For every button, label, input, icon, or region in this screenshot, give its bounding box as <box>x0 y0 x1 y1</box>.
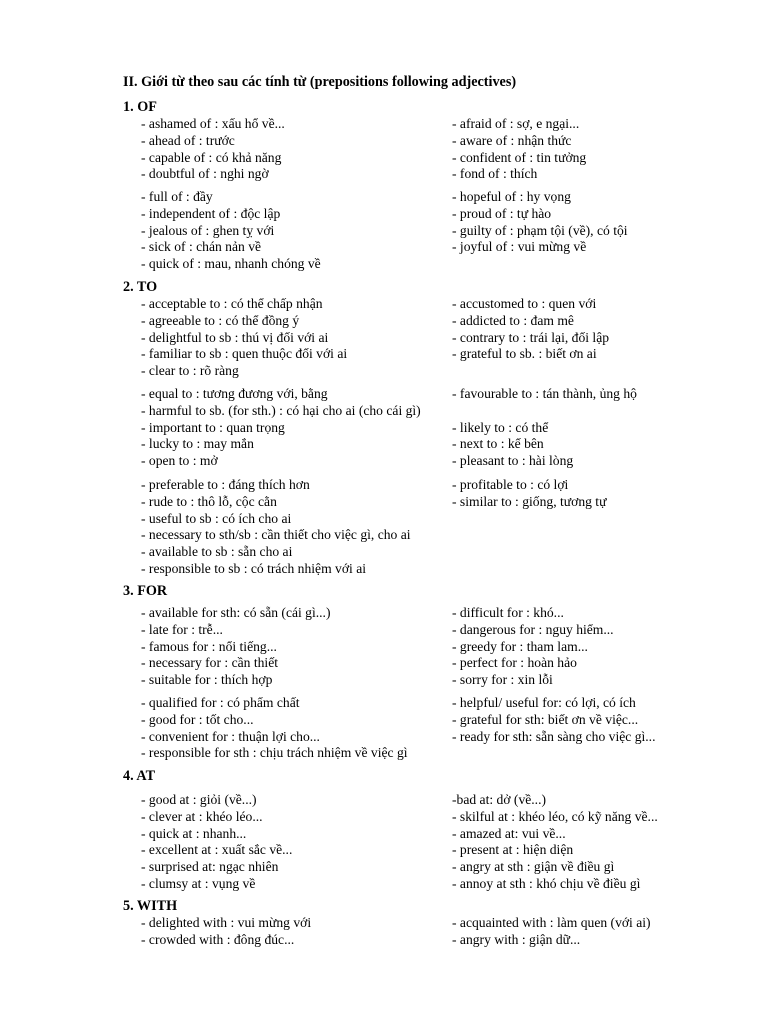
entry-left: - jealous of : ghen tỵ với <box>141 222 275 238</box>
entry-left: - available to sb : sẵn cho ai <box>141 544 293 560</box>
entry-left: - agreeable to : có thể đồng ý <box>141 312 300 328</box>
entry-right: - difficult for : khó... <box>452 605 564 620</box>
entry-right: - joyful of : vui mừng về <box>452 239 587 255</box>
entry-right: - proud of : tự hào <box>452 205 552 221</box>
entry-left: - doubtful of : nghi ngờ <box>141 166 269 182</box>
entry-right: - annoy at sth : khó chịu về điều gì <box>452 876 641 891</box>
entry-left: - acceptable to : có thể chấp nhận <box>141 296 323 311</box>
entry-left: - lucky to : may mắn <box>141 436 254 452</box>
entry-right: - accustomed to : quen với <box>452 296 597 311</box>
entry-right: - grateful to sb. : biết ơn ai <box>452 346 597 362</box>
entry-right: - aware of : nhận thức <box>452 132 572 148</box>
entry-right: - likely to : có thể <box>452 419 549 435</box>
entry-left: - harmful to sb. (for sth.) : có hại cho ai (cho cái gì) <box>141 402 421 418</box>
entry-right: -bad at: dở (về...) <box>452 792 547 807</box>
entry-left: - preferable to : đáng thích hơn <box>141 477 310 492</box>
entry-left: - clear to : rõ ràng <box>141 363 239 379</box>
entry-right: - perfect for : hoàn hảo <box>452 655 577 671</box>
entry-left: - responsible to sb : có trách nhiệm với ai <box>141 561 367 576</box>
entry-left: - important to : quan trọng <box>141 419 285 435</box>
entry-left: - rude to : thô lỗ, cộc cằn <box>141 493 277 509</box>
section-heading: 2. TO <box>123 279 158 295</box>
entry-right: - next to : kế bên <box>452 436 544 452</box>
entry-right: - afraid of : sợ, e ngại... <box>452 116 580 131</box>
entry-right: - helpful/ useful for: có lợi, có ích <box>452 695 636 710</box>
entry-left: - delightful to sb : thú vị đối với ai <box>141 329 329 345</box>
section-heading: 1. OF <box>123 99 157 115</box>
entry-right: - grateful for sth: biết ơn về việc... <box>452 711 639 727</box>
entry-right: - amazed at: vui về... <box>452 825 566 841</box>
entry-left: - famous for : nổi tiếng... <box>141 638 277 654</box>
entry-right: - fond of : thích <box>452 166 538 182</box>
document-title: II. Giới từ theo sau các tính từ (prepositions following adjectives) <box>123 74 517 90</box>
entry-left: - equal to : tương đương với, bằng <box>141 386 328 401</box>
entry-right: - dangerous for : nguy hiểm... <box>452 621 614 637</box>
entry-right: - addicted to : đam mê <box>452 312 574 328</box>
entry-right: - sorry for : xin lỗi <box>452 672 553 688</box>
entry-left: - convenient for : thuận lợi cho... <box>141 728 320 744</box>
entry-right: - contrary to : trái lại, đối lập <box>452 329 610 345</box>
entry-left: - responsible for sth : chịu trách nhiệm về việc gì <box>141 745 408 761</box>
entry-left: - full of : đầy <box>141 189 213 204</box>
entry-left: - open to : mở <box>141 453 218 469</box>
entry-left: - good for : tốt cho... <box>141 711 254 727</box>
entry-right: - acquainted with : làm quen (với ai) <box>452 915 651 930</box>
entry-left: - ahead of : trước <box>141 132 235 148</box>
entry-right: - ready for sth: sẵn sàng cho việc gì... <box>452 728 656 744</box>
entry-right: - hopeful of : hy vọng <box>452 189 571 204</box>
entry-left: - clumsy at : vụng về <box>141 876 256 891</box>
entry-right: - angry at sth : giận về điều gì <box>452 859 615 875</box>
entry-left: - necessary for : cần thiết <box>141 655 279 671</box>
entry-left: - ashamed of : xấu hổ về... <box>141 116 285 131</box>
entry-right: - skilful at : khéo léo, có kỹ năng về... <box>452 808 658 824</box>
entry-left: - clever at : khéo léo... <box>141 808 263 824</box>
entry-left: - quick at : nhanh... <box>141 825 247 841</box>
entry-left: - suitable for : thích hợp <box>141 672 273 688</box>
entry-left: - surprised at: ngạc nhiên <box>141 859 279 875</box>
entry-left: - familiar to sb : quen thuộc đối với ai <box>141 346 348 362</box>
entry-left: - late for : trễ... <box>141 621 223 637</box>
entry-right: - confident of : tin tưởng <box>452 149 587 165</box>
entry-right: - profitable to : có lợi <box>452 477 569 492</box>
entry-left: - capable of : có khả năng <box>141 149 282 165</box>
section-heading: 3. FOR <box>123 583 168 599</box>
entry-left: - excellent at : xuất sắc về... <box>141 842 293 858</box>
entry-left: - quick of : mau, nhanh chóng về <box>141 256 321 272</box>
entry-left: - available for sth: có sẵn (cái gì...) <box>141 605 331 620</box>
entry-right: - pleasant to : hài lòng <box>452 453 574 469</box>
entry-left: - delighted with : vui mừng với <box>141 915 312 930</box>
entry-left: - crowded with : đông đúc... <box>141 931 295 947</box>
section-heading: 5. WITH <box>123 898 178 914</box>
entry-left: - necessary to sth/sb : cần thiết cho việc gì, cho ai <box>141 527 411 543</box>
entry-right: - guilty of : phạm tội (về), có tội <box>452 222 628 238</box>
entry-left: - sick of : chán nản về <box>141 239 262 255</box>
entry-left: - good at : giỏi (về...) <box>141 792 257 807</box>
entry-right: - favourable to : tán thành, ủng hộ <box>452 386 637 401</box>
entry-left: - useful to sb : có ích cho ai <box>141 510 292 526</box>
entry-right: - present at : hiện diện <box>452 842 574 858</box>
section-heading: 4. AT <box>123 768 156 784</box>
entry-right: - similar to : giống, tương tự <box>452 493 607 509</box>
entry-left: - qualified for : có phẩm chất <box>141 695 300 710</box>
entry-left: - independent of : độc lập <box>141 205 281 221</box>
entry-right: - greedy for : tham lam... <box>452 638 588 654</box>
entry-right: - angry with : giận dữ... <box>452 931 581 947</box>
